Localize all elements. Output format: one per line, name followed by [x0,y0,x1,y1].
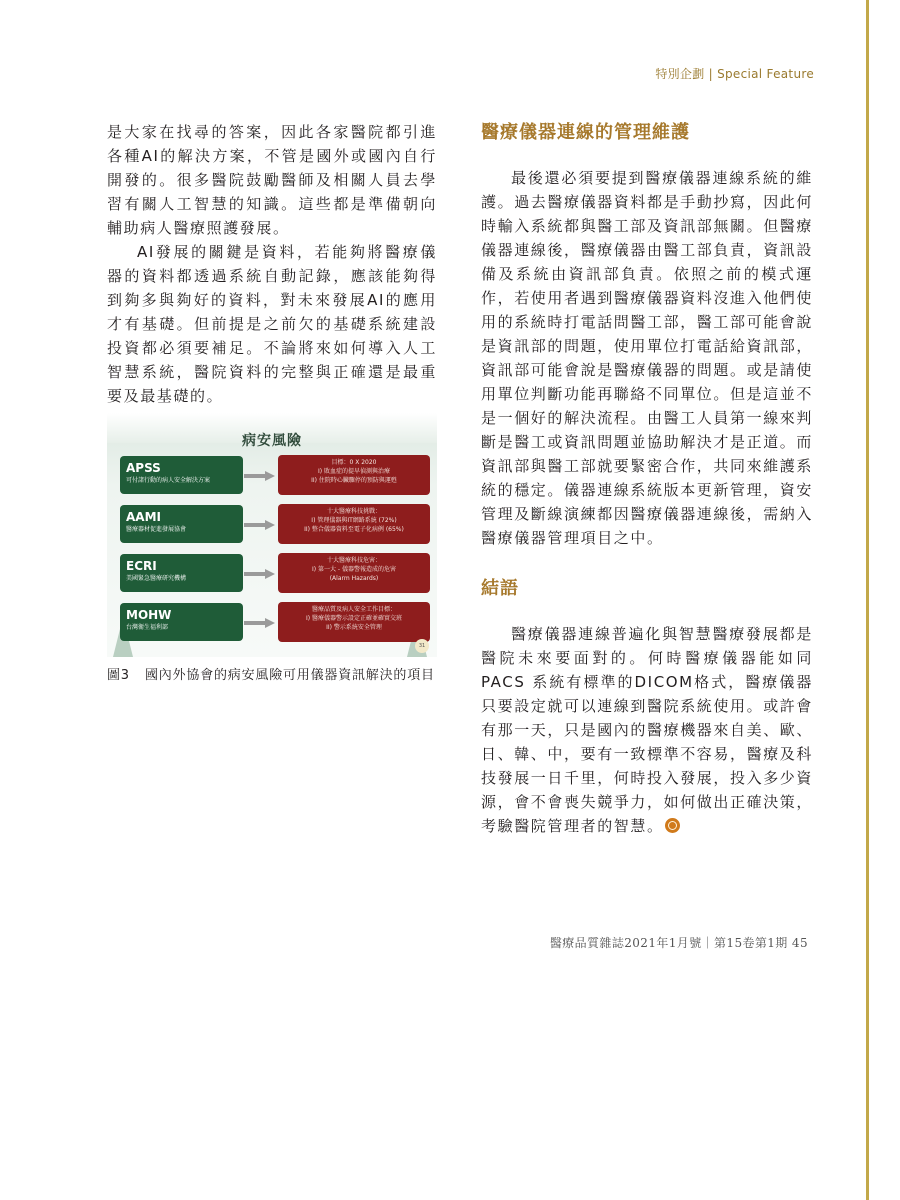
solution-line: II) 住院時心臟驟停的預防與運甦 [311,477,397,484]
org-code: MOHW [126,608,172,622]
figure-caption-text: 國內外協會的病安風險可用儀器資訊解決的項目 [145,668,435,683]
solution-line: I) 醫療儀器警示設定正確並確實交班 [305,615,403,622]
left-paragraph-2: AI發展的關鍵是資料，若能夠將醫療儀器的資料都透過系統自動記錄，應該能夠得到夠多與夠好的資料，對未來發展AI的應用才有基礎。但前提是之前欠的基礎系統建設投資都必須要補足。不論將來如何導入人工智慧系統，醫院資料的完整與正確還是最重要及最基礎的。 [107,243,437,405]
page-edge-bar [866,0,869,1200]
conclusion-text: 醫療儀器連線普遍化與智慧醫療發展都是醫院未來要面對的。何時醫療儀器能如同PACS 系統有標準的DICOM格式，醫療儀器只要設定就可以連線到醫院系統使用。或許會有那一天，只是國內的醫療機器來自美、歐、日、韓、中，要有一致標準不容易，醫療及科技發展一日千里，何時投入發展，投入多少資源，會不會喪失競爭力，如何做出正確決策，考驗醫院管理者的智慧。 [481,625,814,835]
slide-number-badge: 31 [415,639,429,653]
solution-line: I) 管理儀器與IT網路系統 (72%) [311,517,397,524]
solution-box-ecri [278,553,430,593]
section-header: 特別企劃 | Special Feature [655,67,814,81]
solution-line: 目標：0 X 2020 [331,459,377,466]
org-box-ecri [120,554,243,592]
solution-line: I) 敗血症的提早偵測與治療 [317,468,391,475]
org-name: 醫療器材促進發展協會 [126,526,187,533]
figure-caption-number: 圖3 [107,668,130,683]
solution-line: I) 第一大 - 儀器警報造成的危害 [312,566,396,573]
left-paragraph-1: 是大家在找尋的答案，因此各家醫院都引進各種AI的解決方案，不管是國外或國內自行開發的。很多醫院鼓勵醫師及相關人員去學習有關人工智慧的知識。這些都是準備朝向輔助病人醫療照護發展。 [107,123,437,237]
solution-line: (Alarm Hazards) [329,575,379,582]
right-paragraph-1: 最後還必須要提到醫療儀器連線系統的維護。過去醫療儀器資料都是手動抄寫，因此何時輸入系統都與醫工部及資訊部無關。但醫療儀器連線後，醫療儀器由醫工部負責，資訊設備及系統由資訊部負責。依照之前的模式運作，若使用者遇到醫療儀器資料沒進入他們使用的系統時打電話問醫工部，醫工部可能會說是資訊部的問題，使用單位打電話給資訊部，資訊部可能會說是醫療儀器的問題。或是請使用單位判斷功能再聯絡不同單位。但是這並不是一個好的解決流程。由醫工人員第一線來判斷是醫工或資訊問題並協助解決才是正道。而資訊部與醫工部就要緊密合作，共同來維護系統的穩定。儀器連線系統版本更新管理，資安管理及斷線演練都因醫療儀器連線後，需納入醫療儀器管理項目之中。 [481,169,814,547]
section-heading-conclusion: 結語 [481,578,519,599]
left-column [107,120,437,408]
figure-patient-safety-risk [107,413,437,657]
figure-title: 病安風險 [242,433,302,449]
org-name: 美國緊急醫療研究機構 [126,575,187,582]
section-heading-maintenance: 醫療儀器連線的管理維護 [481,122,690,143]
right-arrow-icon [244,520,276,530]
solution-box-aami [278,504,430,544]
solution-line: 十大醫療科技危害： [326,557,381,564]
org-name: 台灣衛生福利部 [126,624,169,631]
org-code: APSS [126,461,161,475]
end-mark-icon [665,818,680,833]
solution-line: 十大醫療科技挑戰： [326,508,381,515]
solution-box-apss [278,455,430,495]
solution-box-mohw [278,602,430,642]
page-footer: 醫療品質雜誌2021年1月號｜第15卷第1期 45 [549,936,808,950]
org-name: 可付諸行動的病人安全解決方案 [126,477,211,484]
solution-line: II) 警示系統安全管理 [326,624,382,631]
org-code: AAMI [126,510,161,524]
org-code: ECRI [126,559,157,573]
right-column [481,120,813,838]
org-box-mohw [120,603,243,641]
figure-caption [107,667,437,684]
right-arrow-icon [244,569,276,579]
org-box-apss [120,456,243,494]
solution-line: 醫療品質及病人安全工作目標： [311,606,396,613]
org-box-aami [120,505,243,543]
solution-line: II) 整合儀器資料至電子化病例 (65%) [304,526,404,533]
right-arrow-icon [244,618,276,628]
right-arrow-icon [244,471,276,481]
right-paragraph-2 [481,622,813,838]
